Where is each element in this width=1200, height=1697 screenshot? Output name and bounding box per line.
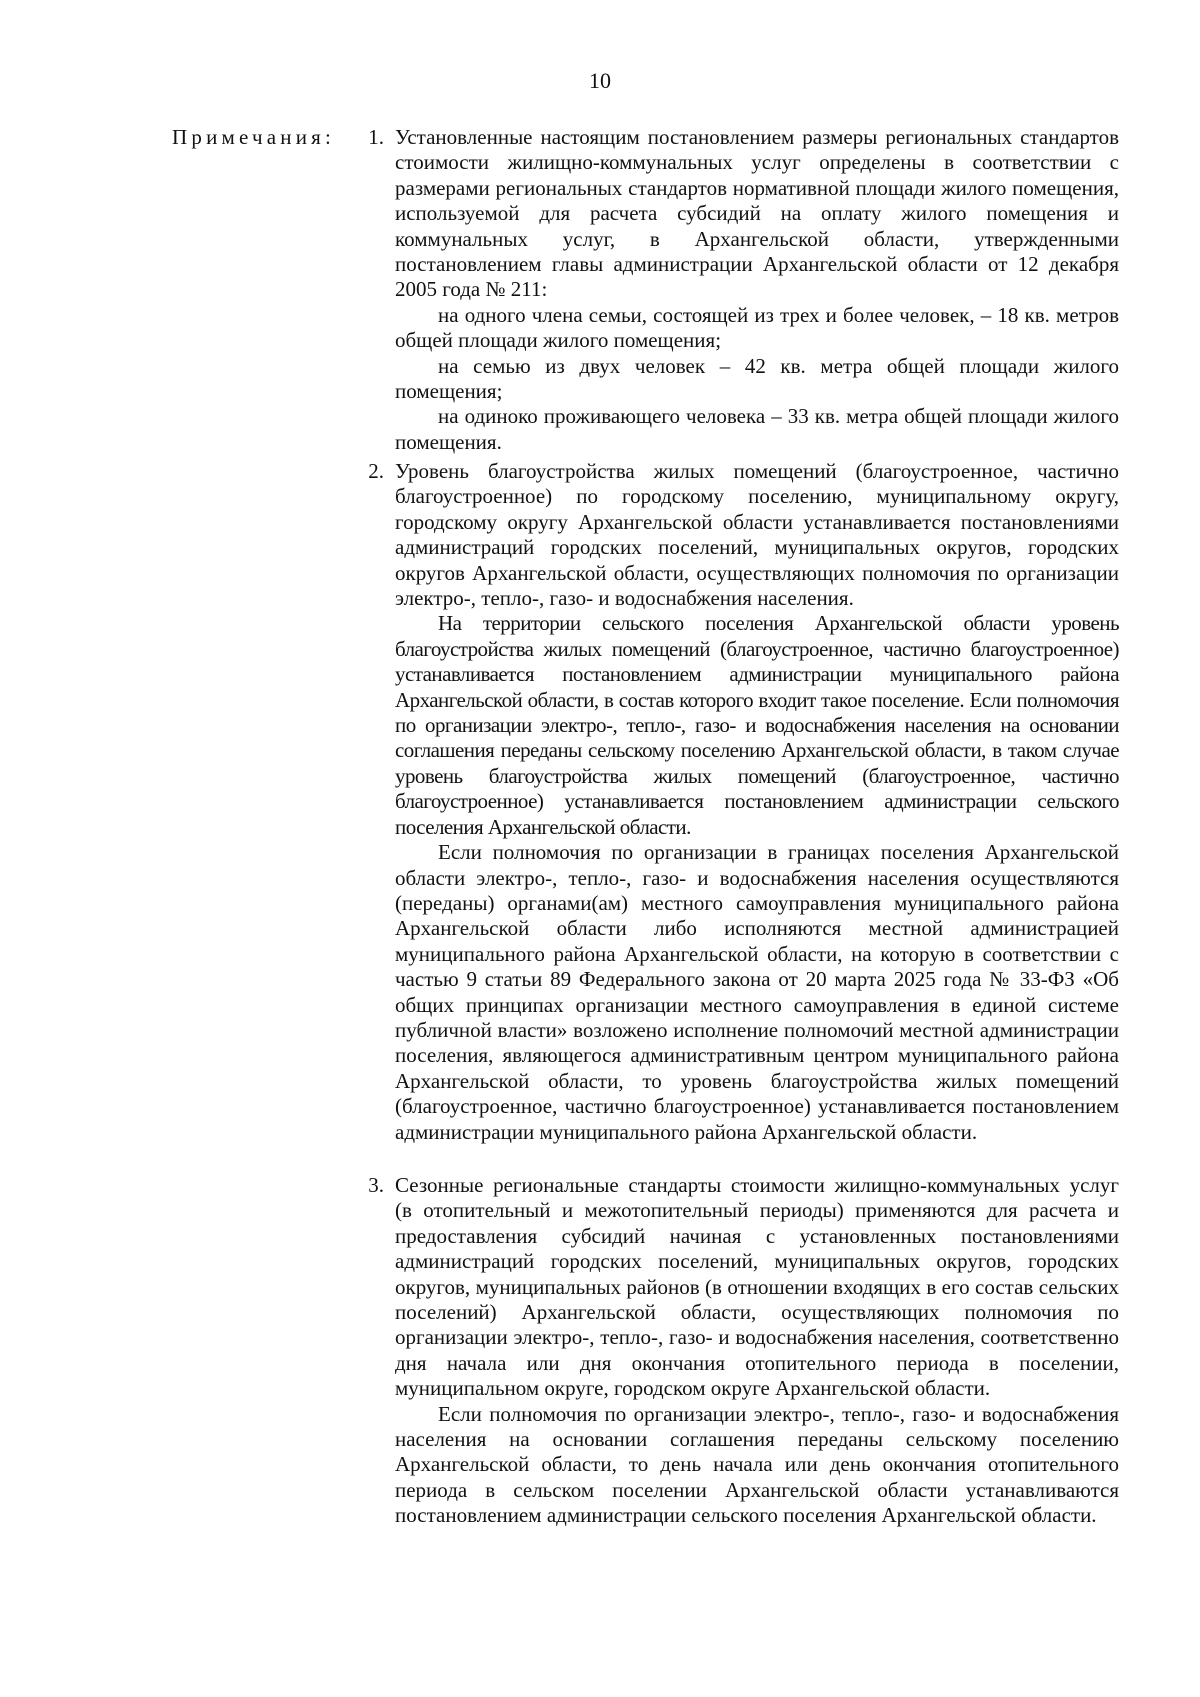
note-number: 2. (368, 459, 384, 483)
notes-label: Примечания: (172, 125, 336, 149)
note-2 (368, 459, 1119, 1145)
note-1-paragraph-3: на семью из двух человек – 42 кв. метра общей площади жилого помещения; (395, 353, 1119, 404)
note-2-paragraph-3: Если полномочия по организации в границах поселения Архангельской области электро-, тепло-, газо- и водоснабжения населения осуществляются (переданы) органами(ам) местного самоуправления муниципального района Архангельской области либо исполняются местной администрацией муниципального района Архангельской области, на которую в соответствии с частью 9 статьи 89 Федерального закона от 20 марта 2025 года № 33-ФЗ «Об общих принципах организации местного самоуправления в единой системе публичной власти» возложено исполнение полномочий местной администрации поселения, являющегося административным центром муниципального района Архангельской области, то уровень благоустройства жилых помещений (благоустроенное, частично благоустроенное) устанавливается постановлением администрации муниципального района Архангельской области. (395, 840, 1119, 1144)
note-1-paragraph-4: на одиноко проживающего человека – 33 кв. метра общей площади жилого помещения. (395, 404, 1119, 454)
note-1-paragraph-1: Установленные настоящим постановлением размеры региональных стандартов стоимости жилищно-коммунальных услуг определены в соответствии с размерами региональных стандартов нормативной площади жилого помещения, используемой для расчета субсидий на оплату жилого помещения и коммунальных услуг, в Архангельской области, утвержденными постановлением главы администрации Архангельской области от 12 декабря 2005 года № 211: (395, 125, 1119, 302)
note-3-paragraph-2: Если полномочия по организации электро-, тепло-, газо- и водоснабжения населения на основании соглашения переданы сельскому поселению Архангельской области, то день начала или день окончания отопительного периода в сельском поселении Архангельской области устанавливаются постановлением администрации сельского поселения Архангельской области. (395, 1401, 1119, 1528)
note-3-paragraph-1: Сезонные региональные стандарты стоимости жилищно-коммунальных услуг (в отопительный и межотопительный периоды) применяются для расчета и предоставления субсидий начиная с установленных постановлениями администраций городских поселений, муниципальных округов, городских округов, муниципальных районов (в отношении входящих в его состав сельских поселений) Архангельской области, осуществляющих полномочия по организации электро-, тепло-, газо- и водоснабжения населения, соответственно дня начала или дня окончания отопительного периода в поселении, муниципальном округе, городском округе Архангельской области. (395, 1173, 1119, 1401)
note-1-paragraph-2: на одного члена семьи, состоящей из трех и более человек, – 18 кв. метров общей площади жилого помещения; (395, 302, 1119, 353)
note-number: 3. (368, 1173, 384, 1197)
page-number: 10 (589, 68, 611, 93)
note-2-paragraph-2: На территории сельского поселения Архангельской области уровень благоустройства жилых помещений (благоустроенное, частично благоустроенное) устанавливается постановлением администрации муниципального района Архангельской области, в состав которого входит такое поселение. Если полномочия по организации электро-, тепло-, газо- и водоснабжения населения на основании соглашения переданы сельскому поселению Архангельской области, в таком случае уровень благоустройства жилых помещений (благоустроенное, частично благоустроенное) устанавливается постановлением администрации сельского поселения Архангельской области. (395, 611, 1119, 839)
note-number: 1. (368, 125, 384, 149)
note-3 (368, 1173, 1119, 1529)
note-2-paragraph-1: Уровень благоустройства жилых помещений (благоустроенное, частично благоустроенное) по городскому поселению, муниципальному округу, городскому округу Архангельской области устанавливается постановлениями администраций городских поселений, муниципальных округов, городских округов Архангельской области, осуществляющих полномочия по организации электро-, тепло-, газо- и водоснабжения населения. (395, 459, 1119, 611)
note-1 (368, 125, 1119, 455)
